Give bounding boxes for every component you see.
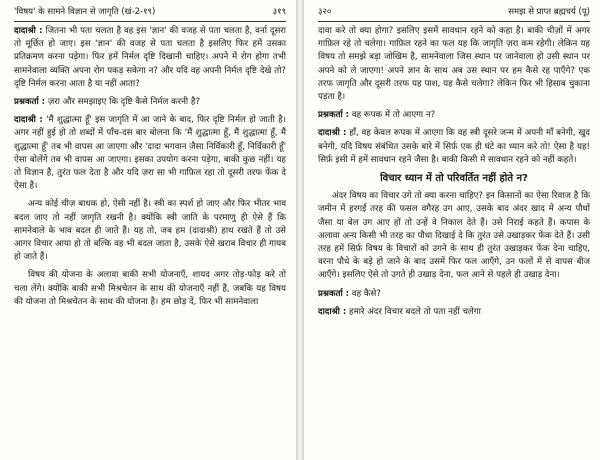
paragraph-text: वह कैसे? [349, 288, 381, 299]
paragraph-text: दावा करे तो क्या होगा? इसलिए इसमें सावधान रहने को कहा है। बाकी चीज़ों में अगर गाफ़िल रहे तो चलेगा। गाफ़िल रहने का फल यह कि जागृति ज़रा कम रहेगी। लेकिन यह विषय तो समझे बड़ा जोखिम है, सामनेवाला जिस स्थान पर जानेवाला हो उसी स्थान पर अपने को ले जाएगा! अपने ज्ञान के साथ अब उस स्थान पर हम कैसे रह पाएँगे? एक तरफ जागृति और दूसरी तरफ यह पाश, यह कैसे चलेगा? लेकिन फिर भी हिसाब चुकाना पड़ता है। [318, 26, 590, 103]
speaker-label: प्रश्नकर्ता : [14, 97, 46, 108]
paragraph-text: जितना भी पता चलता है वह इस 'ज्ञान' की वजह से पता चलता है, वर्ना दूसरा तो मूर्छित हो जाए। इस 'ज्ञान' की वजह से पता चलता है इसलिए फिर हमें उसका प्रतिक्रमण करना पड़ेगा। फिर हमें निर्मल दृष्टि दिखानी चाहिए। अपने में रोग होगा तभी सामनेवाला व्यक्ति अपना रोग पकड़ सकेगा न? और यदि वह अपनी निर्मल दृष्टि देखे तो? दृष्टि निर्मल करना आता है या नहीं आता? [14, 26, 286, 89]
left-page-header [14, 6, 286, 20]
paragraph [318, 127, 590, 167]
paragraph-text: विषय की योजना के अलावा बाकी सभी योजनाएँ, शायद अगर तोड़-फोड़ करे तो चला लेंगे। क्योंकि बाकी सभी मिश्रचेतन के साथ की योजनाएँ नहीं हैं, जबकि यह विषय की योजना तो मिश्रचेतन के साथ की योजना है। हम छोड़ दें, फिर भी सामनेवाला [14, 270, 286, 307]
paragraph [14, 96, 286, 109]
paragraph [318, 306, 590, 319]
paragraph [14, 198, 286, 264]
paragraph [318, 288, 590, 301]
speaker-label: दादाश्री : [14, 115, 43, 126]
paragraph-text: ज़रा और समझाइए कि दृष्टि कैसे निर्मल करनी है? [45, 97, 201, 108]
paragraph [14, 269, 286, 309]
speaker-label: दादाश्री : [14, 26, 43, 36]
speaker-label: प्रश्नकर्ता : [318, 110, 350, 121]
left-page-number: ३१९ [272, 7, 286, 17]
paragraph-text: 'मैं शुद्धात्मा हूँ' इस जागृति में आ जाने के बाद, फिर दृष्टि निर्मल हो जाती है। अगर नहीं हुई हो तो शब्दों में पाँच-दस बार बोलना कि 'मैं शुद्धात्मा हूँ, मैं शुद्धात्मा हूँ, मैं शुद्धात्मा हूँ' तब भी वापस आ जाएगा और 'दादा भगवान जैसा निर्विकारी हूँ, निर्विकारी हूँ' ऐसा बोलेंगे तब भी वापस आ जाएगा। इसका उपयोग करना पड़ेगा, बाकी कुछ नहीं। यह तो विज्ञान है, तुरंत फल देता है और यदि ज़रा सा भी गाफ़िल रहा तो दूसरी तरफ फेंक दे ऐसा है। [14, 115, 286, 192]
left-header-rule [14, 21, 286, 22]
right-page [304, 0, 600, 460]
paragraph-text: अंदर विषय का विचार उगे तो क्या करना चाहिए? इन किसानों का ऐसा रिवाज है कि जमीन में हरगईं तरह की फसल वगैरह उग आए, उसके बाद अंदर खाद में अन्य पौधों जैसा या बेल उग आए हों तो उन्हें वे निकाल देते हैं। उसे निराई कहते हैं। कपास के अलावा अन्य किसी भी तरह का पौधा दिखाई दे कि तुरंत उसे उखाड़कर फेंक देते हैं। उसी तरह हमें सिर्फ़ विषय के विचारों को उगने के साथ ही तुरंत उखाड़कर फेंक देना चाहिए, वरना पौधे के बड़े हो जाने के बाद उसमें फिर फल आएँगे, उन फलों में से वापस बीज आएँगे। इसलिए ऐसे तो उगते ही उखाड़ देना, फल आने से पहले ही उखाड़ देना। [318, 191, 590, 281]
paragraph [14, 25, 286, 91]
paragraph [14, 114, 286, 193]
left-page [0, 0, 296, 460]
speaker-label: प्रश्नकर्ता : [318, 288, 350, 299]
right-header-rule [318, 21, 590, 22]
paragraph [318, 190, 590, 282]
paragraph-text: हमारे अंदर विचार बदले तो पता नहीं चलेगा [346, 306, 481, 317]
paragraph-text: वह रूपक में तो आएगा न? [349, 110, 436, 121]
speaker-label: दादाश्री : [318, 128, 347, 139]
paragraph [318, 25, 590, 104]
right-page-number: ३२० [318, 7, 332, 17]
right-page-header [318, 6, 590, 20]
speaker-label: दादाश्री : [318, 306, 347, 317]
paragraph [318, 109, 590, 122]
section-heading: विचार ध्यान में तो परिवर्तित नहीं होते न? [380, 173, 528, 185]
left-page-body [14, 25, 286, 458]
paragraph-text: अन्य कोई चीज़ बाधक हो, ऐसी नहीं है। स्त्री का स्पर्श हो जाए और फिर भीतर भाव बदल जाए तो नहीं जागृति रखनी है। क्योंकि स्त्री जाति के परमाणु ही ऐसे हैं कि सामनेवाले के भाव बदल ही जाते हैं। यह तो, जब हम (दादाश्री) हाथ रखते हैं तो उसे आगर विचार आया हो तो बल्कि वह भी बदल जाता है, उसके ऐसे खराब विचार ही गायब हो जाते हैं। [14, 199, 286, 263]
left-running-title: 'विषय' के सामने विज्ञान से जागृति (खं-2-१९) [14, 7, 156, 17]
book-gutter [296, 0, 304, 460]
right-running-title: समझ से प्राप्त ब्रह्मचर्य (पू) [508, 7, 590, 17]
paragraph-text: हाँ, वह केवल रूपक में आएगा कि वह स्त्री दूसरे जन्म में अपनी माँ बनेगी, खुद बनेगी, यदि विषय संबंधित उसके बारे में सिर्फ़ एक ही घंटे का ध्यान करे तो! ऐसा है यह! सिर्फ़ इसी में हमें सावधान रहने जैसा है। बाकी किसी में सावधान रहने को नहीं कहते। [318, 128, 590, 165]
right-page-body [318, 25, 590, 458]
